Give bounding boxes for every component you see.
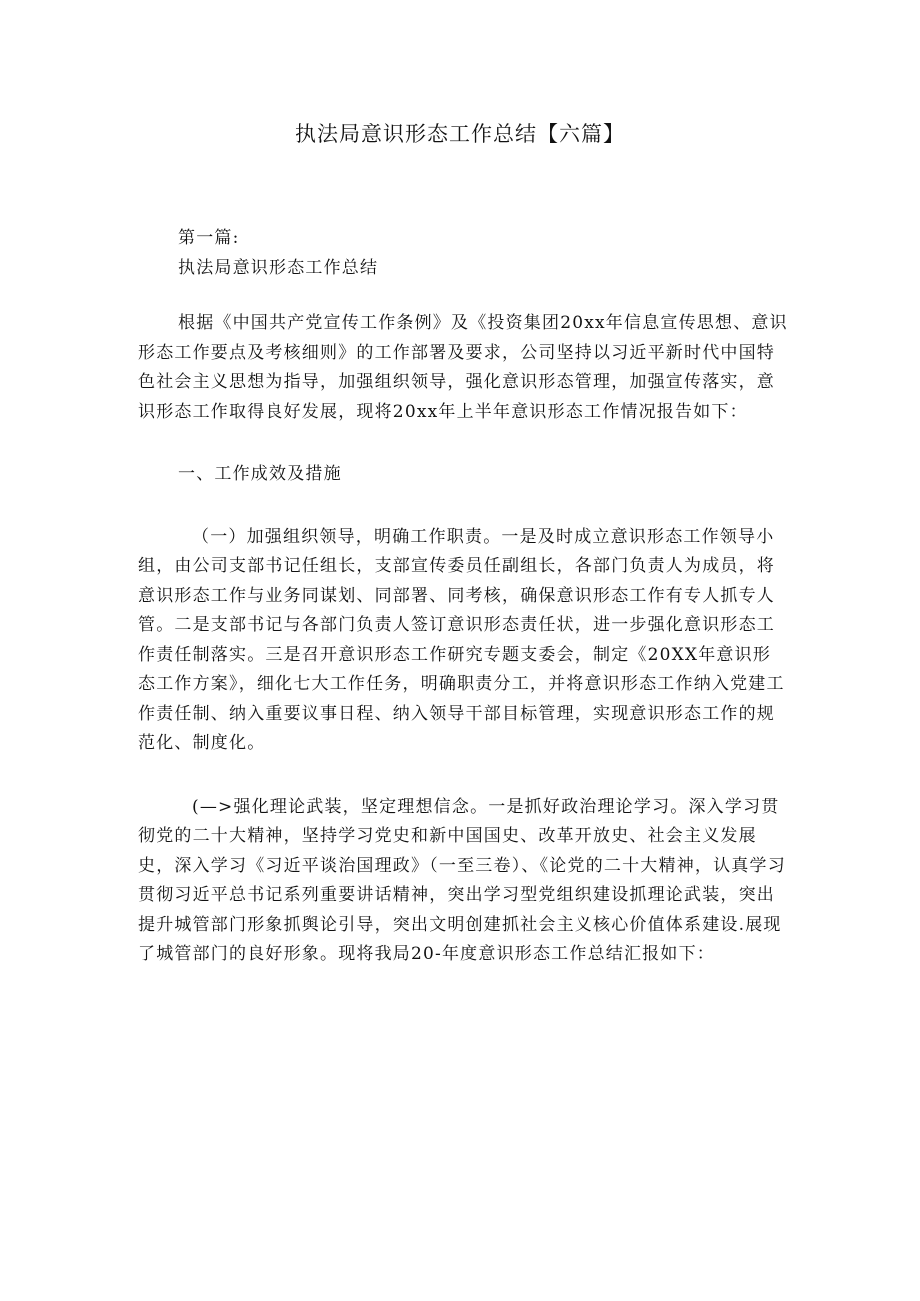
item-2-paragraph: (—>强化理论武装，坚定理想信念。一是抓好政治理论学习。深入学习贯彻党的二十大精神，坚持学习党史和新中国国史、改革开放史、社会主义发展史，深入学习《习近平谈治国理政》（一至三卷）、《论党的二十大精神，认真学习贯彻习近平总书记系列重要讲话精神，突出学习型党组织建设抓理论武装，突出提升城管部门形象抓舆论引导，突出文明创建抓社会主义核心价值体系建设.展现了城管部门的良好形象。现将我局20-年度意识形态工作总结汇报如下： — [138, 796, 786, 964]
heading-1: 一、工作成效及措施 — [178, 464, 342, 484]
spacer — [138, 759, 788, 793]
section-title: 执法局意识形态工作总结 — [178, 257, 379, 278]
spacer — [138, 427, 788, 460]
intro-paragraph: 根据《中国共产党宣传工作条例》及《投资集团20xx年信息宣传思想、意识形态工作要点及考核细则》的工作部署及要求，公司坚持以习近平新时代中国特色社会主义思想为指导，加强组织领导，强化意识形态管理，加强宣传落实，意识形态工作取得良好发展，现将20xx年上半年意识形态工作情况报告如下： — [138, 313, 788, 422]
spacer — [138, 490, 788, 523]
spacer — [138, 283, 788, 309]
section-label: 第一篇: — [178, 228, 240, 248]
document-title: 执法局意识形态工作总结【六篇】 — [295, 122, 625, 146]
document-body — [138, 224, 788, 970]
item-1-paragraph: （一）加强组织领导，明确工作职责。一是及时成立意识形态工作领导小组，由公司支部书记任组长，支部宣传委员任副组长，各部门负责人为成员，将意识形态工作与业务同谋划、同部署、同考核，确保意识形态工作有专人抓专人管。二是支部书记与各部门负责人签订意识形态责任状，进一步强化意识形态工作责任制落实。三是召开意识形态工作研究专题支委会，制定《20XX年意识形态工作方案》，细化七大工作任务，明确职责分工，并将意识形态工作纳入党建工作责任制、纳入重要议事日程、纳入领导干部目标管理，实现意识形态工作的规范化、制度化。 — [138, 526, 785, 753]
